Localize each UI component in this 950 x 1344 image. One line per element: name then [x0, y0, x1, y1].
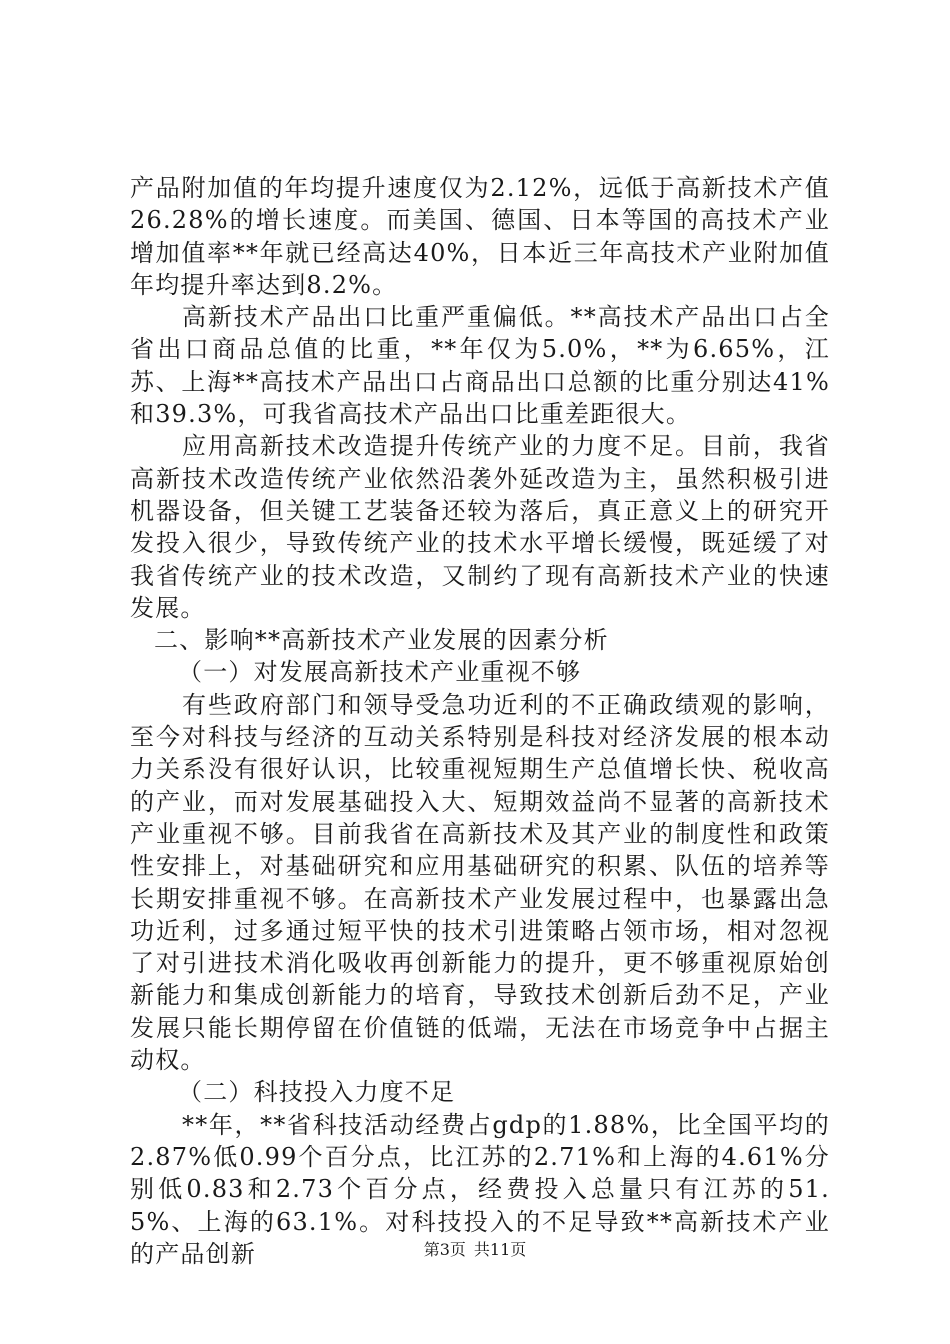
page-footer — [0, 1240, 950, 1260]
page-number: 第3页 — [423, 1240, 466, 1259]
paragraph-rd-investment: **年，**省科技活动经费占gdp的1.88%，比全国平均的2.87%低0.99个百分点，比江苏的2.71%和上海的4.61%分别低0.83和2.73个百分点，经费投入总量只有江苏的51.5%、上海的63.1%。对科技投入的不足导致**高新技术产业的产品创新 — [130, 1110, 830, 1268]
paragraph-export-ratio: 高新技术产品出口比重严重偏低。**高技术产品出口占全省出口商品总值的比重，**年仅为5.0%，**为6.65%，江苏、上海**高技术产品出口占商品出口总额的比重分别达41%和39.3%，可我省高技术产品出口比重差距很大。 — [130, 303, 830, 429]
paragraph-traditional-industry: 应用高新技术改造提升传统产业的力度不足。目前，我省高新技术改造传统产业依然沿袭外延改造为主，虽然积极引进机器设备，但关键工艺装备还较为落后，真正意义上的研究开发投入很少，导致传统产业的技术水平增长缓慢，既延缓了对我省传统产业的技术改造，又制约了现有高新技术产业的快速发展。 — [130, 432, 830, 622]
subheading-one: （一）对发展高新技术产业重视不够 — [178, 658, 582, 687]
paragraph-continued: 产品附加值的年均提升速度仅为2.12%，远低于高新技术产值26.28%的增长速度。而美国、德国、日本等国的高技术产业增加值率**年就已经高达40%，日本近三年高技术产业附加值年均提升率达到8.2%。 — [130, 174, 830, 299]
paragraph-government-attention: 有些政府部门和领导受急功近利的不正确政绩观的影响，至今对科技与经济的互动关系特别是科技对经济发展的根本动力关系没有很好认识，比较重视短期生产总值增长快、税收高的产业，而对发展基础投入大、短期效益尚不显著的高新技术产业重视不够。目前我省在高新技术及其产业的制度性和政策性安排上，对基础研究和应用基础研究的积累、队伍的培养等长期安排重视不够。在高新技术产业发展过程中，也暴露出急功近利，过多通过短平快的技术引进策略占领市场，相对忽视了对引进技术消化吸收再创新能力的提升，更不够重视原始创新能力和集成创新能力的培育，导致技术创新后劲不足，产业发展只能长期停留在价值链的低端，无法在市场竞争中占据主动权。 — [130, 690, 830, 1075]
subheading-two: （二）科技投入力度不足 — [178, 1078, 456, 1107]
section-heading-two: 二、影响**高新技术产业发展的因素分析 — [154, 626, 609, 655]
body-text — [130, 172, 830, 1270]
page-total: 共11页 — [473, 1240, 527, 1259]
